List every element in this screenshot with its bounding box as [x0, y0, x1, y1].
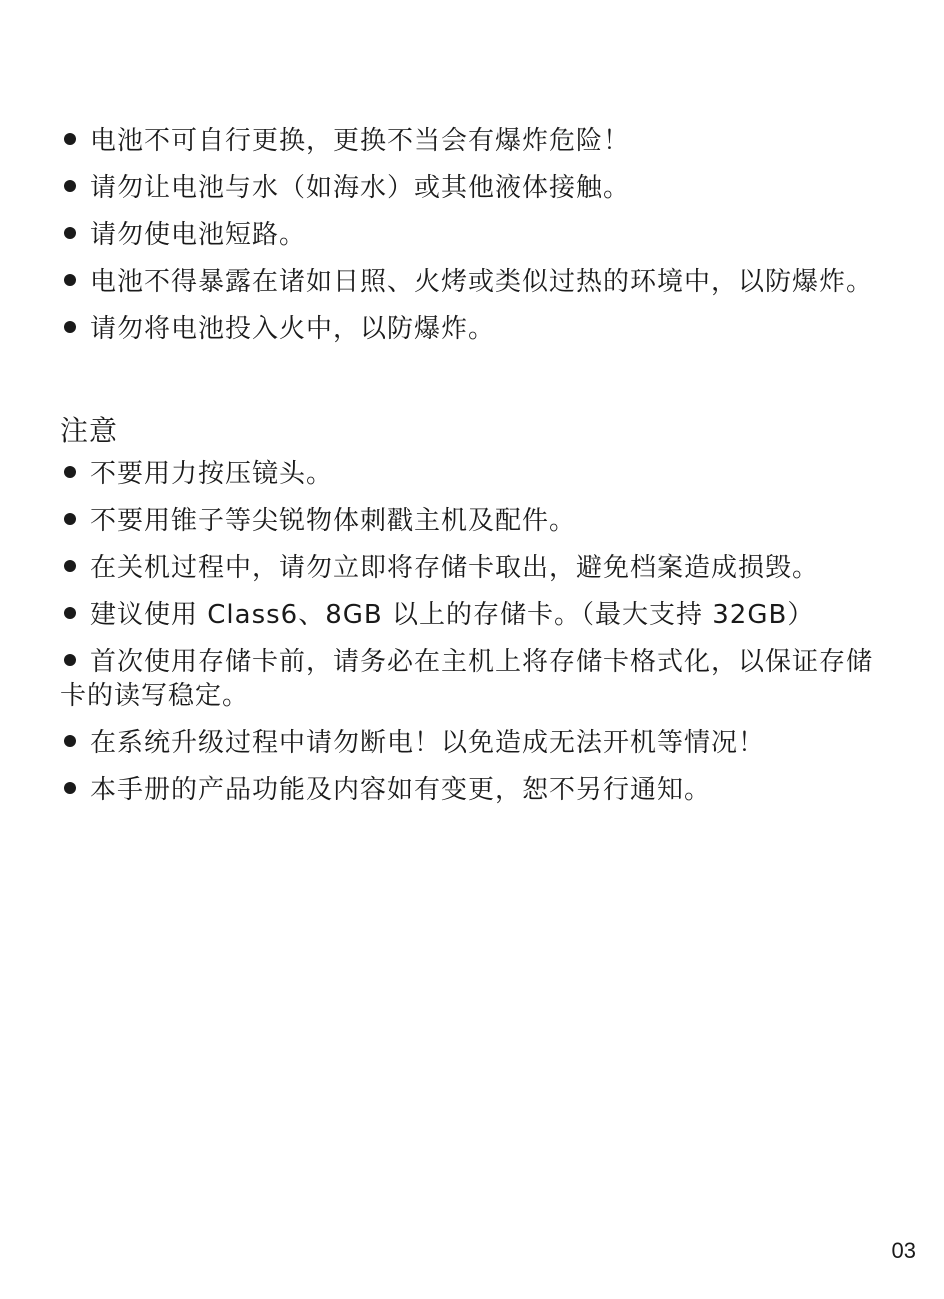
section-spacer — [60, 359, 880, 413]
list-item: 在系统升级过程中请勿断电！以免造成无法开机等情况！ — [60, 726, 880, 760]
bullet-dot-icon — [64, 607, 76, 619]
list-item: 建议使用 Class6、8GB 以上的存储卡。（最大支持 32GB） — [60, 598, 880, 632]
page-number: 03 — [891, 1238, 916, 1263]
notice-heading: 注意 — [60, 414, 119, 447]
list-item: 电池不可自行更换，更换不当会有爆炸危险！ — [60, 124, 880, 158]
bullet-dot-icon — [64, 274, 76, 286]
list-item: 首次使用存储卡前，请务必在主机上将存储卡格式化，以保证存储卡的读写稳定。 — [60, 647, 874, 711]
bullet-dot-icon — [64, 180, 76, 192]
bullet-dot-icon — [64, 560, 76, 572]
bullet-dot-icon — [64, 133, 76, 145]
list-item: 不要用锥子等尖锐物体刺戳主机及配件。 — [60, 504, 880, 538]
bullet-dot-icon — [64, 735, 76, 747]
bullet-dot-icon — [64, 227, 76, 239]
list-item: 本手册的产品功能及内容如有变更，恕不另行通知。 — [60, 773, 880, 807]
list-item: 请勿将电池投入火中，以防爆炸。 — [60, 312, 880, 346]
list-item: 请勿让电池与水（如海水）或其他液体接触。 — [60, 171, 880, 205]
bullet-dot-icon — [64, 321, 76, 333]
list-item: 不要用力按压镜头。 — [60, 457, 880, 491]
bullet-dot-icon — [64, 513, 76, 525]
list-item: 请勿使电池短路。 — [60, 218, 880, 252]
list-item: 在关机过程中，请勿立即将存储卡取出，避免档案造成损毁。 — [60, 551, 880, 585]
bullet-dot-icon — [64, 466, 76, 478]
battery-warning-list — [60, 124, 880, 346]
page-content — [60, 124, 880, 820]
bullet-dot-icon — [64, 654, 76, 666]
notice-list — [60, 457, 880, 807]
bullet-dot-icon — [64, 782, 76, 794]
list-item: 电池不得暴露在诸如日照、火烤或类似过热的环境中，以防爆炸。 — [60, 265, 880, 299]
